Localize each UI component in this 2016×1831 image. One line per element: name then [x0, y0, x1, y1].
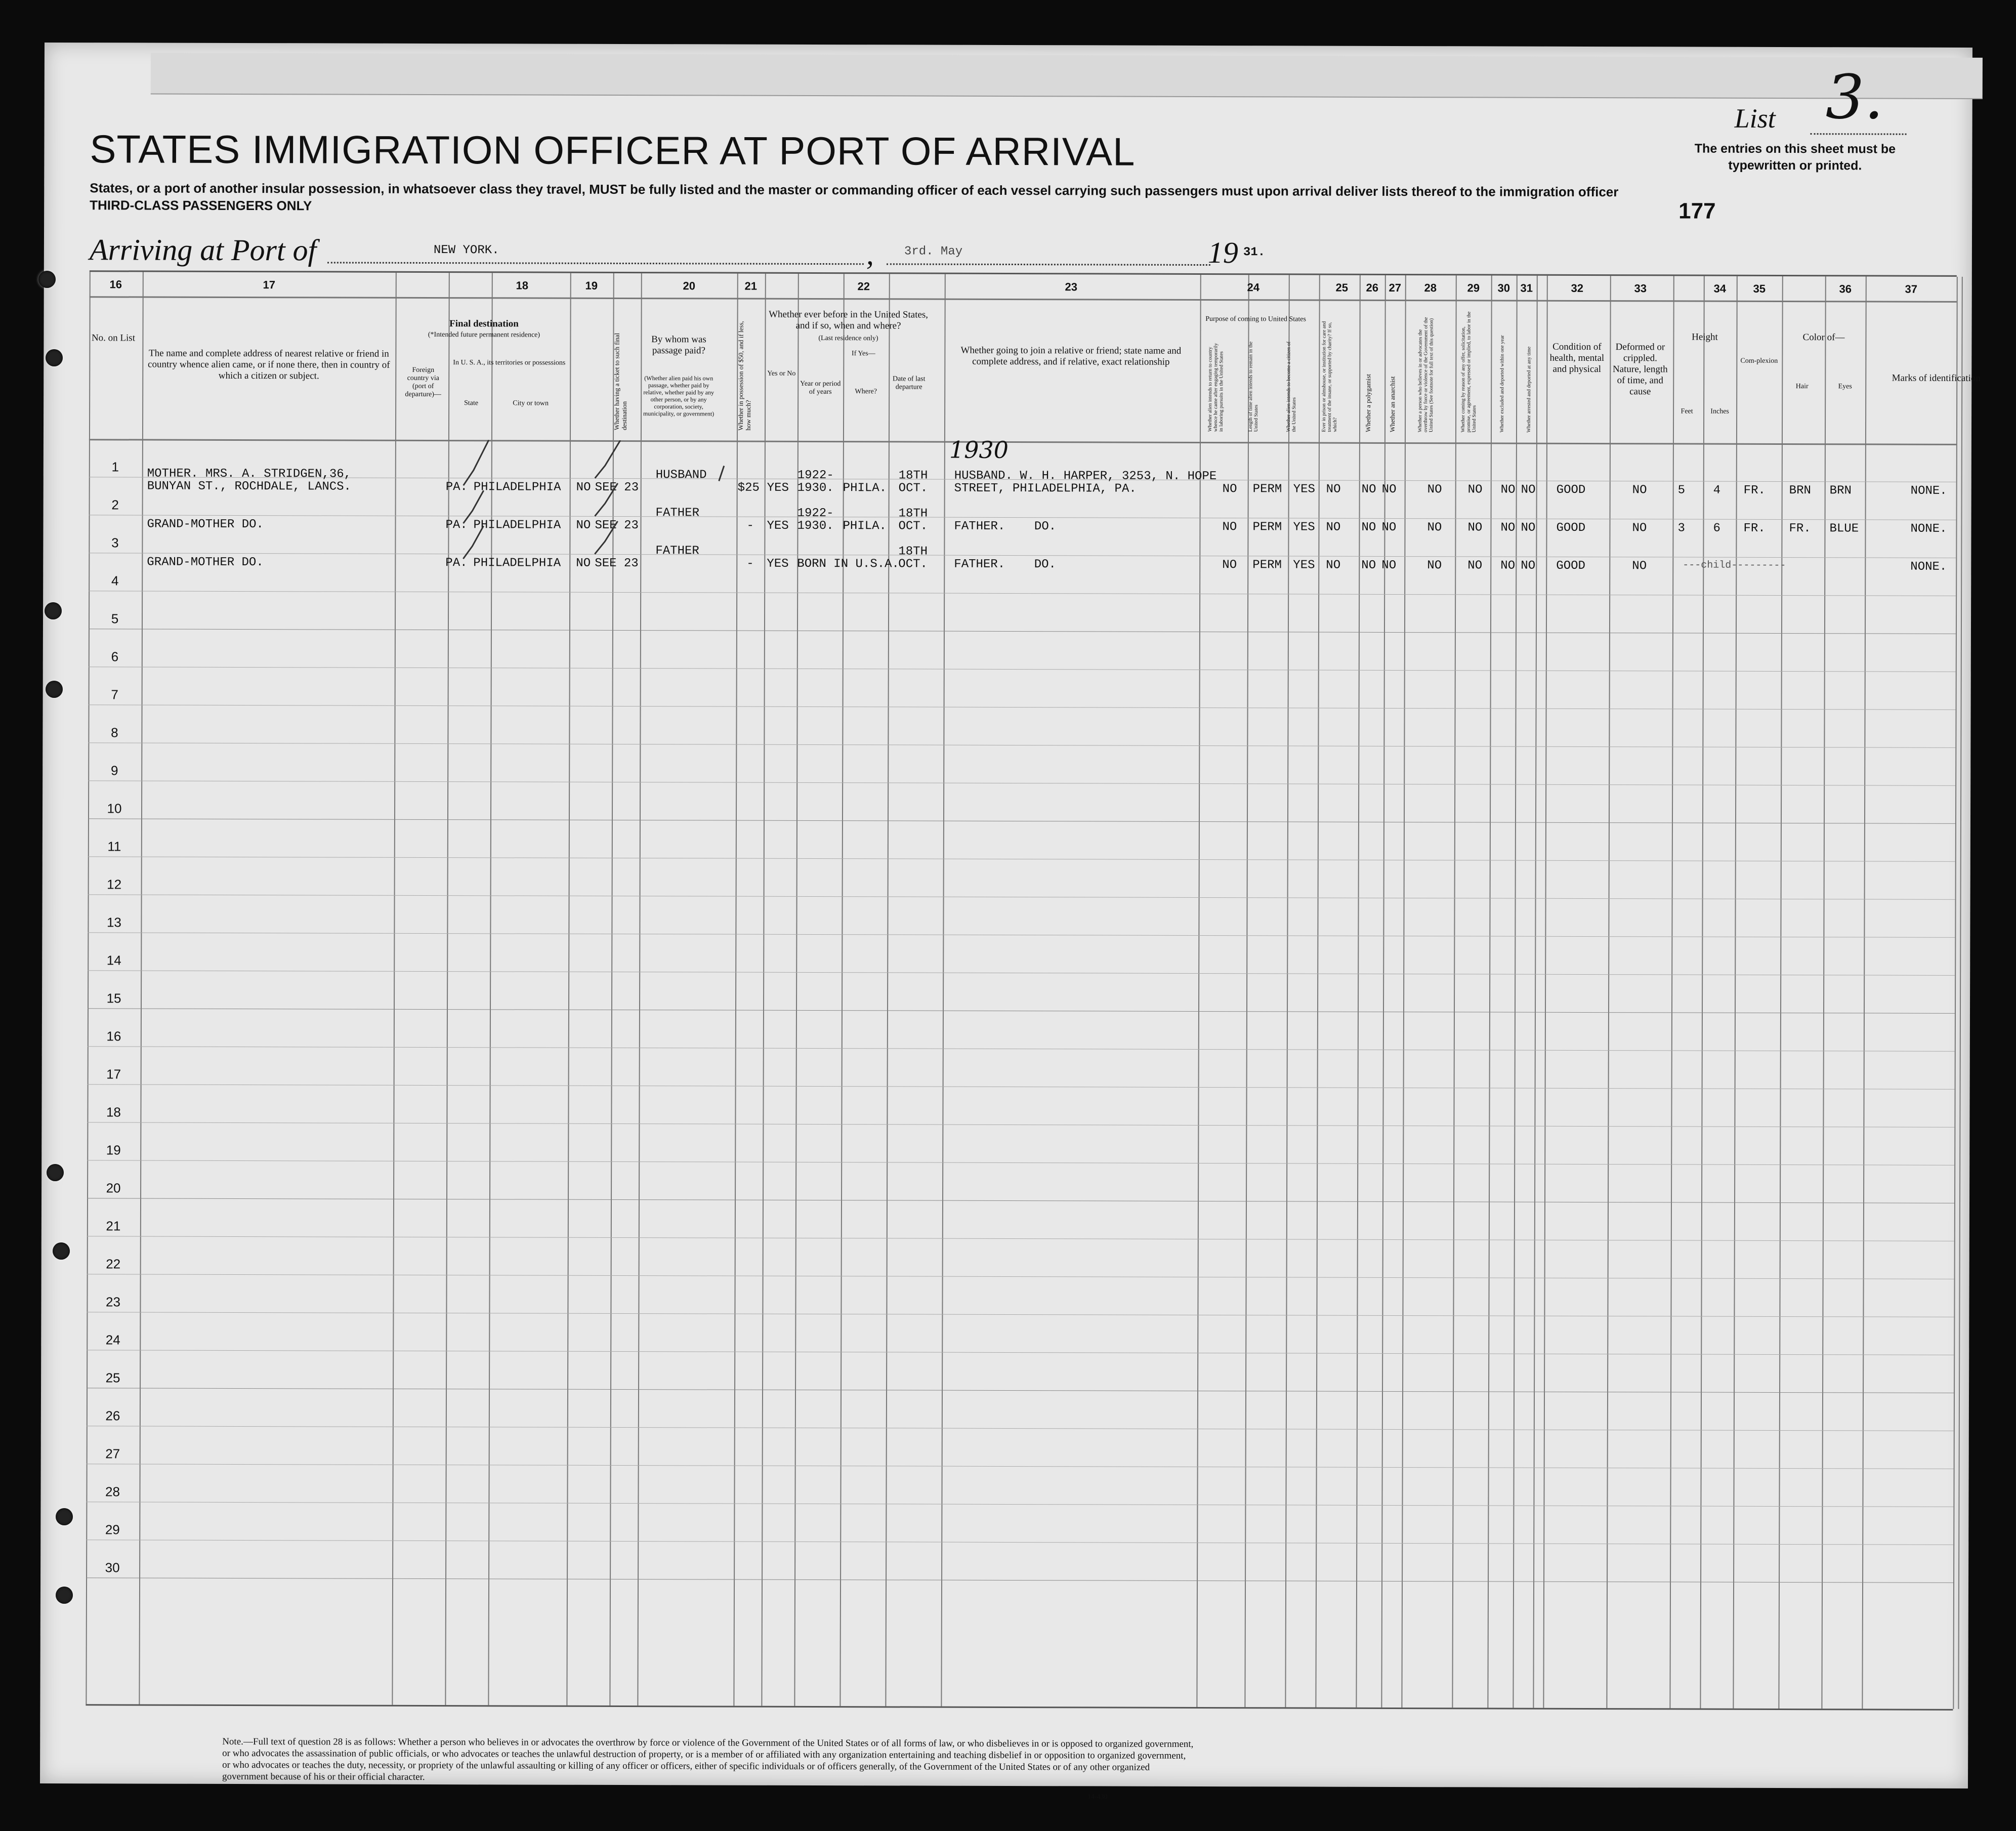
row-number: 3 — [111, 535, 119, 551]
row-rule — [88, 1046, 1955, 1052]
row1-anarchist: NO — [1381, 482, 1397, 496]
row-number: 16 — [106, 1028, 121, 1044]
column-number: 25 — [1335, 281, 1349, 294]
header-anarchist: Whether an anarchist — [1388, 376, 1397, 432]
row1-prison: NO — [1326, 482, 1341, 496]
row1-hair: BRN — [1789, 484, 1811, 498]
row-rule — [88, 1008, 1955, 1014]
row-number: 23 — [105, 1294, 120, 1310]
row-number: 30 — [105, 1560, 120, 1575]
row3-before: YES — [767, 557, 789, 571]
row2-q30: NO — [1500, 521, 1516, 535]
column-number: 28 — [1424, 281, 1437, 295]
row-number: 12 — [107, 877, 122, 892]
punch-hole — [53, 1242, 70, 1260]
header-before-us: Whether ever before in the United States, and if so, when and where? — [769, 309, 929, 331]
row3-q30: NO — [1500, 559, 1516, 573]
column-number: 20 — [683, 279, 696, 293]
column-number: 26 — [1366, 281, 1379, 294]
row1-feet: 5 — [1677, 483, 1686, 497]
row-rule — [86, 1539, 1953, 1545]
list-number: 3. — [1825, 62, 1884, 133]
row3-q31: NO — [1521, 559, 1536, 573]
row3-health: GOOD — [1556, 559, 1585, 573]
row-rule — [87, 1122, 1954, 1128]
date-line — [887, 263, 1210, 266]
row-number: 24 — [105, 1332, 120, 1348]
form-number: 14-430 — [1087, 1793, 1108, 1801]
row1-passage-line2: SEE 23 — [595, 480, 639, 495]
header-final-destination-note: (*Intended future permanent residence) — [428, 330, 540, 339]
row-number: 10 — [107, 801, 122, 816]
column-rule — [392, 273, 396, 1705]
row-number: 27 — [105, 1446, 120, 1462]
row-number: 6 — [111, 649, 119, 664]
header-ticket: Whether having a ticket to such final destination — [612, 332, 628, 431]
row-number: 8 — [111, 725, 118, 740]
column-rule — [1606, 276, 1611, 1708]
page-title: STATES IMMIGRATION OFFICER AT PORT OF ARRIVAL — [90, 127, 1136, 174]
row-rule — [86, 1502, 1953, 1507]
handwritten-year: 1930 — [949, 436, 1009, 464]
row2-city: PHILADELPHIA — [473, 518, 561, 532]
header-prison: Ever in prison or almshouse, or institution for care and treatment of the insane, or supported by charity? If so, which? — [1321, 321, 1338, 432]
row2-hair: FR. — [1789, 522, 1811, 536]
column-number: 19 — [585, 279, 598, 292]
column-number: 35 — [1753, 282, 1766, 295]
column-rule — [1401, 275, 1406, 1708]
comma: , — [866, 237, 874, 271]
row-rule — [87, 1236, 1954, 1241]
footnote: Note.—Full text of question 28 is as follows: Whether a person who believes in or advocates the overthrow by force or violence of the Government of the United States or of all forms of law, or who disbelieves in or is opposed to organized government, or who advocates the assassination of public officials, or who advocates or teaches the unlawful destruction of property, or is a member of or affiliated with any organization entertaining and teaching disbelief in or opposition to organized government, or who advocates or teaches the duty, necessity, or propriety of the unlawful assaulting or killing of any officer or officers, either of specific individuals or of officers generally, of the Government of the United States or of any other organized government because of his or their official character. — [222, 1736, 1194, 1782]
column-rule — [1315, 275, 1320, 1708]
row-number: 5 — [111, 611, 119, 627]
header-date-departure: Date of last departure — [892, 375, 926, 391]
row1-q30: NO — [1500, 483, 1516, 497]
header-eyes: Eyes — [1838, 383, 1852, 391]
punch-hole — [56, 1508, 73, 1525]
header-in-usa: In U. S. A., its territories or possessions — [453, 359, 566, 367]
column-number: 34 — [1713, 282, 1727, 295]
row3-state: PA. — [445, 556, 468, 570]
column-rule — [1543, 276, 1547, 1708]
row1-citizen: YES — [1293, 482, 1315, 496]
row-rule — [87, 1388, 1954, 1393]
header-polygamist: Whether a polygamist — [1364, 374, 1372, 432]
header-rule — [90, 296, 1957, 303]
row1-length: PERM — [1252, 482, 1282, 496]
row-rule — [87, 1312, 1954, 1317]
sheet-number: 177 — [1678, 198, 1716, 224]
row1-departure-line1: 18TH — [898, 469, 928, 483]
row2-citizen: YES — [1293, 520, 1315, 534]
column-rule — [941, 274, 945, 1707]
row-number: 7 — [111, 687, 118, 702]
row3-q28: NO — [1427, 559, 1442, 573]
row3-city: PHILADELPHIA — [473, 556, 561, 570]
row1-join-line1: HUSBAND. W. H. HARPER, 3253, N. HOPE — [954, 469, 1217, 484]
row-rule — [86, 1577, 1953, 1583]
column-rule — [1452, 275, 1456, 1708]
header-city: City or town — [513, 399, 549, 407]
column-number: 30 — [1497, 281, 1510, 295]
row3-prison: NO — [1326, 558, 1341, 572]
check-marks — [443, 440, 727, 572]
row-rule — [87, 1160, 1954, 1166]
row2-return: NO — [1222, 520, 1237, 534]
punch-hole — [45, 602, 62, 619]
row2-health: GOOD — [1556, 521, 1586, 535]
row1-years-line2: 1930. — [797, 481, 834, 495]
row1-where: PHILA. — [843, 481, 887, 495]
row-number: 21 — [106, 1218, 121, 1234]
row2-anarchist: NO — [1381, 520, 1397, 534]
column-number: 36 — [1839, 282, 1852, 296]
port-line — [327, 262, 864, 265]
header-health: Condition of health, mental and physical — [1549, 341, 1605, 375]
row1-years-line1: 1922- — [797, 468, 834, 483]
row-number: 13 — [106, 914, 121, 930]
row-rule — [88, 780, 1955, 786]
punch-hole — [47, 1164, 64, 1181]
row-rule — [87, 1198, 1954, 1203]
row2-prison: NO — [1326, 520, 1341, 534]
header-marks: Marks of identification — [1892, 372, 1981, 384]
row-rule — [88, 1084, 1955, 1090]
row3-deformed: NO — [1632, 559, 1647, 573]
header-purpose-c: Whether alien intends to become a citizen of the United States — [1285, 341, 1297, 432]
port-value: NEW YORK. — [433, 243, 499, 258]
manifest-sheet — [40, 43, 1981, 1801]
row-rule — [87, 1464, 1954, 1469]
header-foreign-country: Foreign country via (port of departure)— — [405, 366, 441, 399]
row3-citizen: YES — [1293, 558, 1315, 572]
column-number: 23 — [1065, 280, 1078, 294]
row1-complexion: FR. — [1743, 483, 1766, 497]
torn-top-edge — [151, 53, 1983, 99]
row-number: 19 — [106, 1142, 121, 1158]
header-purpose-a: Whether alien intends to return to country whence he came after engaging temporarily in laboring pursuits in the United States — [1207, 343, 1225, 432]
row1-state: PA. — [445, 480, 468, 494]
header-q30: Whether excluded and deported within one year — [1499, 335, 1505, 433]
column-number: 16 — [109, 278, 122, 291]
row1-relative-line2: BUNYAN ST., ROCHDALE, LANCS. — [147, 479, 352, 494]
column-rule — [1953, 277, 1957, 1709]
column-rule — [1958, 277, 1962, 1709]
date-value: 3rd. May — [904, 244, 963, 259]
column-number: 21 — [744, 279, 758, 293]
row1-passage-line1: HUSBAND — [655, 468, 707, 482]
header-before-us-note: (Last residence only) — [818, 335, 878, 343]
row-rule — [89, 704, 1956, 710]
row2-eyes: BLUE — [1829, 522, 1859, 536]
header-join-relative: Whether going to join a relative or friend; state name and complete address, and if relative, exact relationship — [960, 345, 1182, 367]
row3-return: NO — [1222, 558, 1237, 572]
row3-money: - — [746, 557, 754, 571]
row2-state: PA. — [445, 518, 468, 532]
row3-ticket: NO — [576, 556, 591, 570]
row-number: 1 — [111, 459, 119, 475]
header-q31: Whether arrested and deported at any time — [1526, 346, 1532, 433]
column-rule — [761, 274, 766, 1706]
row-number: 22 — [106, 1256, 121, 1272]
row2-polygamist: NO — [1361, 520, 1376, 534]
row3-years: BORN IN U.S.A. — [797, 557, 899, 571]
row3-departure-line2: OCT. — [898, 557, 928, 571]
row2-departure-line2: OCT. — [898, 519, 928, 533]
column-rule — [1285, 275, 1289, 1707]
row2-deformed: NO — [1632, 521, 1647, 535]
row2-departure-line1: 18TH — [898, 507, 928, 521]
row1-departure-line2: OCT. — [898, 481, 928, 495]
row1-join-line2: STREET, PHILADELPHIA, PA. — [954, 481, 1137, 496]
row2-length: PERM — [1252, 520, 1282, 534]
header-q29: Whether coming by reason of any offer, solicitation, promise, or agreement, expressed or implied, to labor in the United States — [1460, 311, 1478, 433]
header-deformed: Deformed or crippled. Nature, length of time, and cause — [1612, 342, 1668, 397]
punch-hole — [46, 349, 63, 366]
row-rule — [89, 591, 1956, 596]
row1-inches: 4 — [1713, 483, 1721, 497]
row-number: 26 — [105, 1408, 120, 1424]
row2-complexion: FR. — [1743, 521, 1766, 535]
column-rule — [1244, 275, 1249, 1707]
column-rule — [1669, 276, 1674, 1708]
column-rule — [1778, 276, 1783, 1709]
row-rule — [87, 1350, 1954, 1355]
header-state: State — [464, 399, 479, 407]
header-hair: Hair — [1795, 383, 1809, 391]
row3-q29: NO — [1467, 559, 1483, 573]
punch-hole — [38, 271, 56, 288]
row3-relative: GRAND-MOTHER DO. — [147, 555, 264, 570]
header-q28: Whether a person who believes in or advocates the overthrow by force or violence of the Government of the United States (See footnote for full text of this question) — [1417, 317, 1435, 433]
row1-ticket: NO — [576, 480, 591, 494]
header-final-destination: Final destination — [449, 318, 519, 329]
header-feet: Feet — [1681, 407, 1693, 415]
row-rule — [89, 629, 1956, 634]
row-number: 9 — [110, 763, 118, 778]
row-number: 18 — [106, 1104, 121, 1120]
column-number: 29 — [1467, 281, 1480, 295]
column-rule — [1700, 276, 1704, 1709]
row-rule — [87, 1274, 1954, 1279]
row3-passage-line2: SEE 23 — [595, 556, 639, 571]
header-money: Whether in possession of $50, and if less, how much? — [736, 321, 752, 431]
header-passage-note: (Whether alien paid his own passage, whether paid by relative, whether paid by any other person, or by any corporation, society, municipality, or government) — [643, 374, 715, 418]
row3-anarchist: NO — [1381, 558, 1397, 572]
header-rule — [89, 439, 1956, 445]
header-inches: Inches — [1710, 407, 1729, 415]
header-passage: By whom was passage paid? — [651, 334, 706, 356]
row3-departure-line1: 18TH — [898, 545, 928, 559]
header-relative: The name and complete address of nearest relative or friend in country whence alien came, or if none there, then in country of which a citizen or subject. — [148, 348, 390, 382]
column-number: 33 — [1634, 282, 1647, 295]
row1-health: GOOD — [1556, 483, 1586, 497]
row-number: 20 — [106, 1180, 121, 1196]
year-suffix: 31. — [1243, 245, 1266, 260]
column-rule — [1733, 276, 1737, 1709]
column-number: 18 — [516, 279, 529, 292]
header-complexion: Com-plexion — [1740, 357, 1778, 365]
punch-hole — [56, 1587, 73, 1604]
column-number: 31 — [1520, 281, 1533, 295]
row1-city: PHILADELPHIA — [473, 480, 561, 494]
header-purpose-b: Length of time alien intends to remain in the United States — [1247, 341, 1259, 432]
row2-feet: 3 — [1677, 521, 1685, 535]
row-number: 28 — [105, 1484, 120, 1500]
row1-deformed: NO — [1632, 483, 1647, 497]
column-rule — [1196, 275, 1201, 1707]
column-rule — [1356, 275, 1360, 1708]
instructions: The entries on this sheet must be typewritten or printed. — [1694, 141, 1896, 173]
row1-eyes: BRN — [1829, 484, 1852, 498]
row-number: 25 — [105, 1370, 120, 1386]
row2-money: - — [746, 519, 754, 533]
row3-height-note: ---child--------- — [1683, 559, 1786, 572]
row2-marks: NONE. — [1910, 522, 1947, 536]
class-note: THIRD-CLASS PASSENGERS ONLY — [90, 197, 312, 214]
row2-inches: 6 — [1713, 521, 1720, 535]
row-number: 14 — [106, 952, 121, 968]
column-number: 17 — [263, 278, 276, 292]
row-number: 29 — [105, 1522, 120, 1537]
row1-q29: NO — [1467, 483, 1483, 497]
column-number: 32 — [1571, 281, 1584, 295]
row2-before: YES — [767, 519, 789, 533]
row-number: 11 — [107, 839, 121, 854]
intro-text: States, or a port of another insular possession, in whatsoever class they travel, MUST be fully listed and the master or commanding officer of each vessel carrying such passengers must upon arrival deliver lists thereof to the immigration officer — [90, 180, 1619, 200]
row-number: 2 — [111, 497, 119, 513]
row-rule — [88, 932, 1955, 938]
row-rule — [88, 818, 1955, 824]
row2-passage-line1: FATHER — [655, 506, 700, 520]
row2-where: PHILA. — [843, 519, 887, 533]
row-rule — [88, 742, 1955, 748]
row2-passage-line2: SEE 23 — [595, 518, 639, 533]
row-rule — [87, 1426, 1954, 1431]
list-number-line — [1811, 133, 1907, 135]
row2-join: FATHER. DO. — [954, 519, 1057, 534]
list-label: List — [1734, 103, 1776, 134]
row1-relative-line1: MOTHER. MRS. A. STRIDGEN,36, — [147, 467, 352, 481]
column-number: 27 — [1389, 281, 1402, 295]
header-no-on-list: No. on List — [91, 332, 136, 344]
row-number: 4 — [111, 573, 119, 589]
row3-polygamist: NO — [1361, 558, 1376, 572]
header-where: Where? — [855, 388, 877, 396]
row2-ticket: NO — [576, 518, 591, 532]
header-year-period: Year or period of years — [800, 380, 841, 396]
column-rule — [1862, 276, 1866, 1709]
row3-marks: NONE. — [1910, 560, 1947, 574]
row-rule — [88, 970, 1955, 976]
row-number: 17 — [106, 1066, 121, 1082]
row2-q31: NO — [1521, 521, 1536, 535]
column-number: 24 — [1247, 281, 1260, 294]
column-rule — [1821, 276, 1826, 1709]
row3-length: PERM — [1252, 558, 1282, 572]
arriving-label: Arriving at Port of — [89, 233, 317, 267]
row2-relative: GRAND-MOTHER DO. — [147, 517, 264, 532]
header-purpose: Purpose of coming to United States — [1205, 315, 1306, 323]
row2-years-line1: 1922- — [797, 506, 834, 521]
row2-years-line2: 1930. — [797, 519, 834, 533]
row-rule — [88, 856, 1955, 862]
column-rule — [139, 272, 143, 1704]
row3-passage-line1: FATHER — [655, 544, 699, 558]
row1-polygamist: NO — [1361, 482, 1376, 496]
row1-q31: NO — [1521, 483, 1536, 497]
column-number: 22 — [857, 280, 870, 293]
row1-before: YES — [767, 481, 789, 495]
manifest-table — [86, 270, 1981, 1711]
column-number: 37 — [1905, 282, 1918, 296]
row-number: 15 — [106, 990, 121, 1006]
column-rule — [1487, 275, 1492, 1708]
row1-money: $25 — [737, 481, 760, 495]
header-if-yes: If Yes— — [852, 350, 875, 358]
column-rule — [86, 272, 90, 1704]
header-yes-no: Yes or No — [767, 369, 796, 378]
row2-q29: NO — [1467, 521, 1483, 535]
header-height: Height — [1692, 331, 1718, 343]
year-prefix: 19 — [1207, 236, 1239, 270]
row1-q28: NO — [1427, 483, 1442, 497]
punch-hole — [46, 681, 63, 698]
row3-join: FATHER. DO. — [954, 557, 1056, 572]
row1-return: NO — [1222, 482, 1237, 496]
row-rule — [89, 667, 1956, 672]
row1-marks: NONE. — [1910, 484, 1947, 498]
row-rule — [88, 894, 1955, 900]
header-color-of: Color of— — [1802, 332, 1845, 343]
row2-q28: NO — [1427, 521, 1442, 535]
